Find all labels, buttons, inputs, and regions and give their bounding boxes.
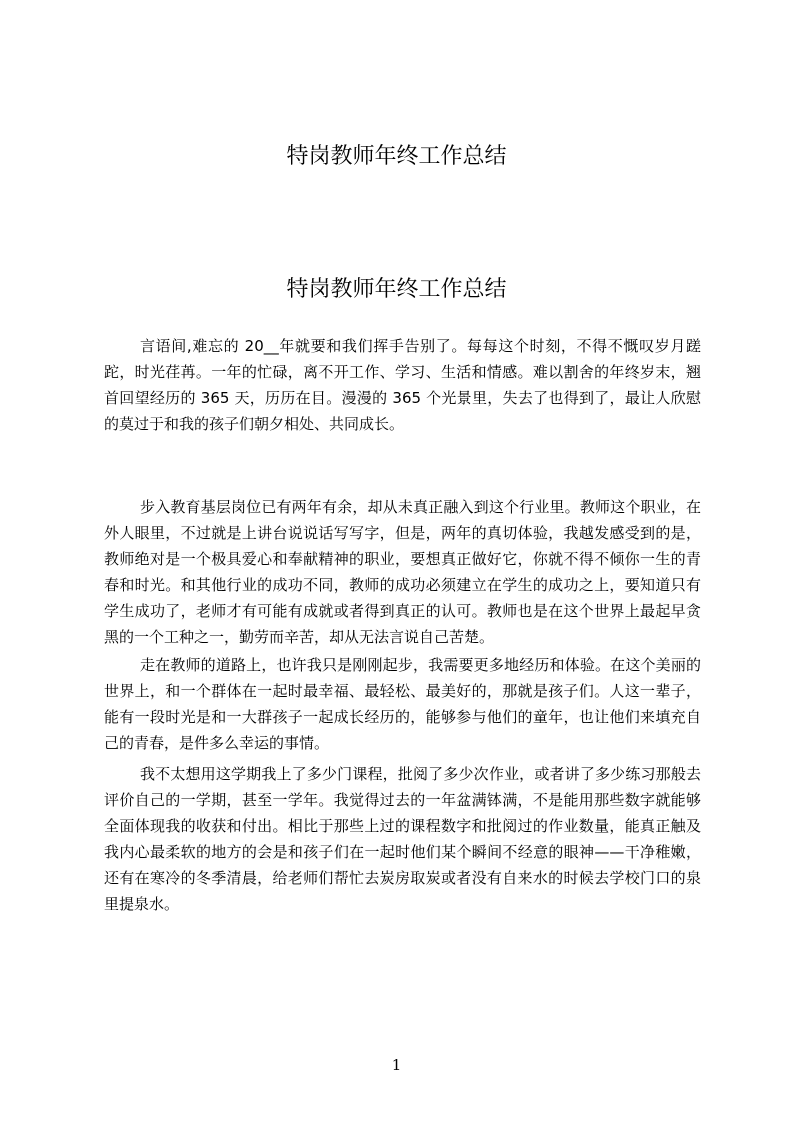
page-title: 特岗教师年终工作总结 [286, 277, 507, 302]
paragraph-4: 我不太想用这学期我上了多少门课程，批阅了多少次作业，或者讲了多少练习那般去评价自己的一学期，甚至一学年。我觉得过去的一年盆满钵满，不是能用那些数字就能够全面体现我的收获和付出。相比于那些上过的课程数字和批阅过的作业数量，能真正触及我内心最柔软的地方的会是和孩子们在一起时他们某个瞬间不经意的眼神——干净稚嫩，还有在寒冷的冬季清晨，给老师们帮忙去炭房取炭或者没有自来水的时候去学校门口的泉里提泉水。 [104, 765, 701, 913]
page-number: 1 [391, 1056, 402, 1074]
paragraph-3: 走在教师的道路上，也许我只是刚刚起步，我需要更多地经历和体验。在这个美丽的世界上，和一个群体在一起时最幸福、最轻松、最美好的，那就是孩子们。人这一辈子，能有一段时光是和一大群孩子一起成长经历的，能够参与他们的童年，也让他们来填充自己的青春，是件多么幸运的事情。 [104, 656, 701, 752]
paragraph-2: 步入教育基层岗位已有两年有余，却从未真正融入到这个行业里。教师这个职业，在外人眼里，不过就是上讲台说说话写写字，但是，两年的真切体验，我越发感受到的是，教师绝对是一个极具爱心和奉献精神的职业，要想真正做好它，你就不得不倾你一生的青春和时光。和其他行业的成功不同，教师的成功必须建立在学生的成功之上，要知道只有学生成功了，老师才有可能有成就或者得到真正的认可。教师也是在这个世界上最起早贪黑的一个工种之一，勤劳而辛苦，却从无法言说自己苦楚。 [104, 498, 701, 646]
paragraph-1: 言语间,难忘的 20__年就要和我们挥手告别了。每每这个时刻，不得不慨叹岁月蹉跎，时光荏苒。一年的忙碌，离不开工作、学习、生活和情感。难以割舍的年终岁末，翘首回望经历的 365 天，历历在目。漫漫的 365 个光景里，失去了也得到了，最让人欣慰的莫过于和我的孩子们朝夕相处、共同成长。 [104, 337, 701, 433]
cover-title: 特岗教师年终工作总结 [286, 144, 507, 169]
